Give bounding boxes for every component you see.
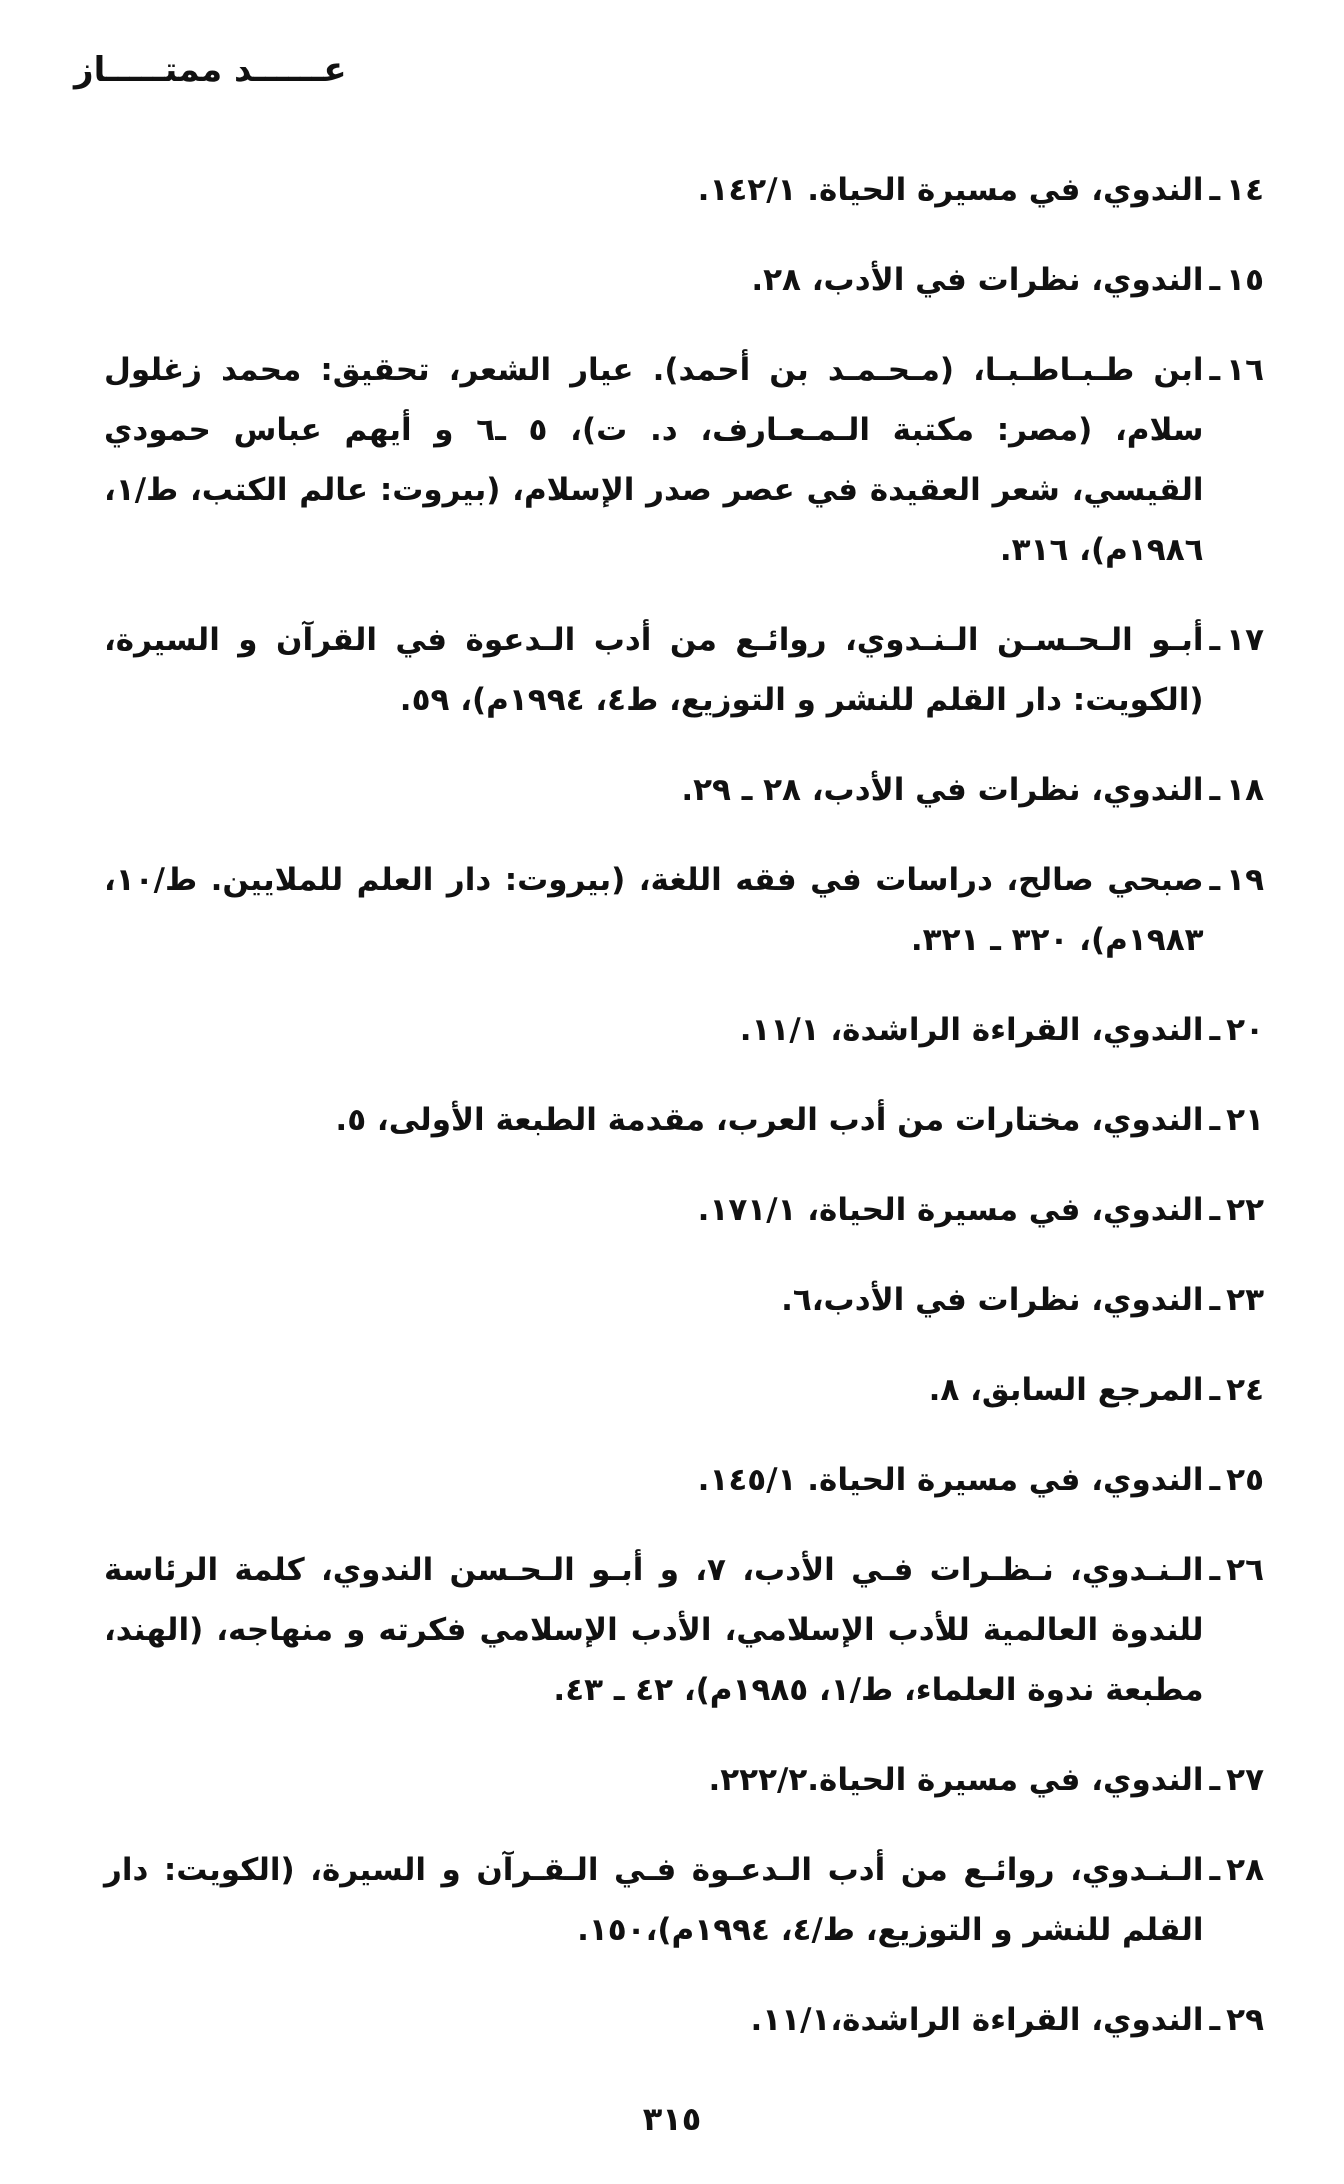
endnote-number: ٢٦ bbox=[1226, 1552, 1264, 1588]
endnote-number: ٢١ bbox=[1226, 1102, 1264, 1138]
endnote bbox=[104, 1450, 1264, 1510]
endnote-number: ٢٧ bbox=[1226, 1762, 1264, 1798]
endnote-text: الندوي، نظرات في الأدب، ٢٨ ـ ٢٩. bbox=[681, 772, 1204, 808]
endnote-separator: ـ bbox=[1209, 1552, 1221, 1588]
endnote bbox=[104, 1000, 1264, 1060]
endnote-separator: ـ bbox=[1209, 1282, 1221, 1318]
endnote-number: ٢٤ bbox=[1226, 1372, 1264, 1408]
endnote-text: الندوي، في مسيرة الحياة. ١٤٢/١. bbox=[697, 172, 1204, 208]
endnote bbox=[104, 850, 1264, 970]
endnote-text: ابن طـبـاطـبـا، (مـحـمـد بن أحمد). عيار الشعر، تحقيق: محمد زغلول سلام، (مصر: مكتبة الـمـعـارف، د. ت)، ٥ ـ٦ و أيهم عباس حمودي القيسي، شعر العقيدة في عصر صدر الإسلام، (بيروت: عالم الكتب، ط/١، ١٩٨٦م)، ٣١٦. bbox=[104, 352, 1204, 568]
running-header: عــــــد ممتـــــاز bbox=[74, 50, 347, 90]
endnote-separator: ـ bbox=[1209, 1852, 1221, 1888]
endnote-separator: ـ bbox=[1209, 1762, 1221, 1798]
endnote bbox=[104, 1090, 1264, 1150]
endnote-separator: ـ bbox=[1209, 262, 1221, 298]
endnote-text: الندوي، في مسيرة الحياة، ١٧١/١. bbox=[697, 1192, 1204, 1228]
endnote-separator: ـ bbox=[1209, 1012, 1221, 1048]
endnote-separator: ـ bbox=[1209, 1102, 1221, 1138]
endnote-number: ٢٢ bbox=[1226, 1192, 1264, 1228]
endnote-separator: ـ bbox=[1209, 622, 1221, 658]
endnote-text: صبحي صالح، دراسات في فقه اللغة، (بيروت: دار العلم للملايين. ط/١٠، ١٩٨٣م)، ٣٢٠ ـ ٣٢١. bbox=[104, 862, 1204, 958]
endnote-separator: ـ bbox=[1209, 1372, 1221, 1408]
endnote-separator: ـ bbox=[1209, 2002, 1221, 2038]
endnote bbox=[104, 760, 1264, 820]
endnote-text: الـنـدوي، نـظـرات فـي الأدب، ٧، و أبـو الـحـسن الندوي، كلمة الرئاسة للندوة العالمية للأدب الإسلامي، الأدب الإسلامي فكرته و منهاجه، (الهند، مطبعة ندوة العلماء، ط/١، ١٩٨٥م)، ٤٢ ـ ٤٣. bbox=[104, 1552, 1204, 1708]
endnote-number: ١٩ bbox=[1226, 862, 1264, 898]
endnote bbox=[104, 160, 1264, 220]
endnote-number: ١٨ bbox=[1226, 772, 1264, 808]
endnote bbox=[104, 1990, 1264, 2050]
endnote-text: الندوي، مختارات من أدب العرب، مقدمة الطبعة الأولى، ٥. bbox=[335, 1102, 1204, 1138]
endnote bbox=[104, 1360, 1264, 1420]
endnote-text: الندوي، القراءة الراشدة،١١/١. bbox=[750, 2002, 1204, 2038]
endnote-separator: ـ bbox=[1209, 352, 1221, 388]
endnote-number: ١٥ bbox=[1226, 262, 1264, 298]
endnote-number: ٢٩ bbox=[1226, 2002, 1264, 2038]
endnote-number: ١٤ bbox=[1226, 172, 1264, 208]
endnote-text: الندوي، في مسيرة الحياة.٢٢٢/٢. bbox=[708, 1762, 1204, 1798]
endnote-separator: ـ bbox=[1209, 172, 1221, 208]
endnote bbox=[104, 1750, 1264, 1810]
endnote bbox=[104, 250, 1264, 310]
endnote-number: ٢٠ bbox=[1226, 1012, 1264, 1048]
endnote-text: الندوي، القراءة الراشدة، ١١/١. bbox=[739, 1012, 1204, 1048]
endnote-text: المرجع السابق، ٨. bbox=[928, 1372, 1204, 1408]
endnote-number: ٢٥ bbox=[1226, 1462, 1264, 1498]
page-number: ٣١٥ bbox=[642, 2100, 702, 2138]
endnote-text: الـنـدوي، روائـع من أدب الـدعـوة فـي الـقـرآن و السيرة، (الكويت: دار القلم للنشر و التوزيع، ط/٤، ١٩٩٤م)،١٥٠. bbox=[104, 1852, 1204, 1948]
endnote bbox=[104, 1840, 1264, 1960]
endnote-number: ١٧ bbox=[1226, 622, 1264, 658]
endnote-number: ٢٨ bbox=[1226, 1852, 1264, 1888]
endnote bbox=[104, 1270, 1264, 1330]
endnote-separator: ـ bbox=[1209, 862, 1221, 898]
endnote bbox=[104, 340, 1264, 580]
endnote-text: الندوي، في مسيرة الحياة. ١٤٥/١. bbox=[697, 1462, 1204, 1498]
endnote-separator: ـ bbox=[1209, 772, 1221, 808]
endnote-text: أبـو الـحـسـن الـنـدوي، روائـع من أدب الـدعوة في القرآن و السيرة، (الكويت: دار القلم للنشر و التوزيع، ط٤، ١٩٩٤م)، ٥٩. bbox=[104, 622, 1204, 718]
endnote-text: الندوي، نظرات في الأدب،٦. bbox=[781, 1282, 1204, 1318]
endnote-number: ٢٣ bbox=[1226, 1282, 1264, 1318]
endnote-number: ١٦ bbox=[1226, 352, 1264, 388]
endnote-text: الندوي، نظرات في الأدب، ٢٨. bbox=[751, 262, 1204, 298]
endnote bbox=[104, 1180, 1264, 1240]
endnote bbox=[104, 1540, 1264, 1720]
endnote-separator: ـ bbox=[1209, 1462, 1221, 1498]
endnotes-list bbox=[104, 160, 1264, 2080]
endnote bbox=[104, 610, 1264, 730]
endnote-separator: ـ bbox=[1209, 1192, 1221, 1228]
